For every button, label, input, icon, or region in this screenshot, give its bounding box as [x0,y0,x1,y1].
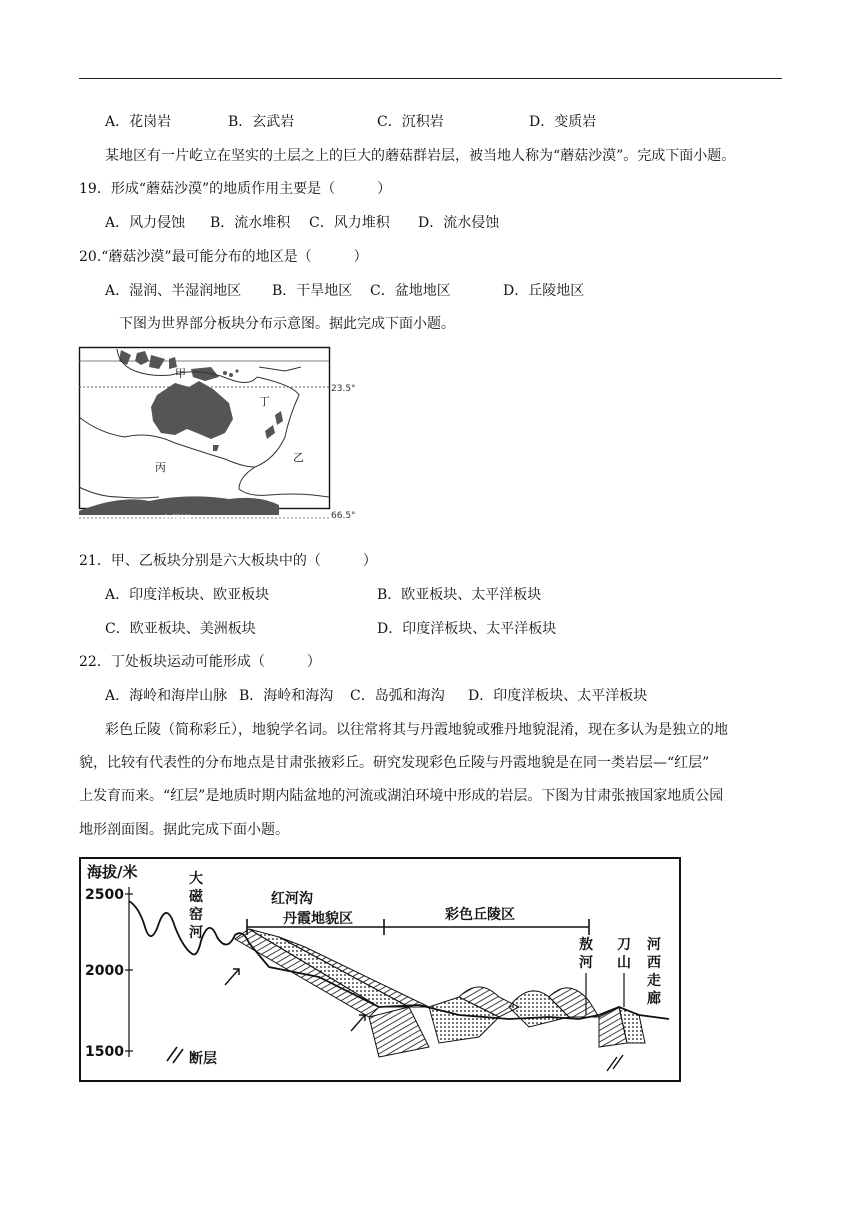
y-tick-2500: 2500 [85,887,124,903]
label-yi: 乙 [293,451,304,464]
mushroom-intro: 某地区有一片屹立在坚实的土层之上的巨大的蘑菇群岩层，被当地人称为“蘑菇沙漠”。完成下面小题。 [105,148,736,164]
q19-option-c[interactable]: C．风力堆积 [309,215,390,231]
danxia-para-line-2: 貌，比较有代表性的分布地点是甘肃张掖彩丘。研究发现彩色丘陵与丹霞地貌是在同一类岩层—“红层” [79,755,710,771]
svg-text:窑: 窑 [189,907,203,923]
q20-option-b[interactable]: B．干旱地区 [272,283,353,299]
svg-text:山: 山 [617,955,631,971]
label-polar: 66.5° [331,511,356,521]
svg-text:廊: 廊 [647,991,661,1007]
q22-option-b[interactable]: B．海岭和海沟 [239,688,334,704]
danxia-para-line-3: 上发育而来。“红层”是地质时期内陆盆地的河流或湖泊环境中形成的岩层。下图为甘肃张掖国家地质公园 [79,788,724,804]
q18-option-a[interactable]: A．花岗岩 [105,114,172,130]
question-22: 22．丁处板块运动可能形成（ ） [79,654,321,670]
label-antarctica: 南极洲 [161,515,191,526]
q22-option-d[interactable]: D．印度洋板块、太平洋板块 [468,688,648,704]
island-dot [223,371,227,375]
q20-option-c[interactable]: C．盆地地区 [370,283,451,299]
svg-text:河: 河 [579,955,593,971]
svg-text:河: 河 [189,925,203,941]
danxia-para-line-4: 地形剖面图。据此完成下面小题。 [79,822,289,838]
q22-option-a[interactable]: A．海岭和海岸山脉 [105,688,228,704]
q18-option-d[interactable]: D．变质岩 [529,114,597,130]
q19-option-b[interactable]: B．流水堆积 [210,215,291,231]
y-tick-1500: 1500 [85,1044,124,1060]
svg-text:刀: 刀 [617,937,631,953]
q18-option-b[interactable]: B．玄武岩 [228,114,295,130]
y-axis-label: 海拔/米 [87,863,138,881]
question-21: 21．甲、乙板块分别是六大板块中的（ ） [79,553,377,569]
q20-option-a[interactable]: A．湿润、半湿润地区 [105,283,242,299]
island-dot [229,373,233,377]
label-honghegou: 红河沟 [271,891,313,907]
svg-text:磁: 磁 [189,889,203,905]
danxia-para-line-1: 彩色丘陵（简称彩丘），地貌学名词。以往常将其与丹霞地貌或雅丹地貌混淆，现在多认为是独立的地 [105,722,728,738]
svg-text:大: 大 [189,871,203,887]
q19-option-a[interactable]: A．风力侵蚀 [105,215,186,231]
label-caise-zone: 彩色丘陵区 [445,907,515,923]
y-tick-2000: 2000 [85,963,124,979]
q21-option-a[interactable]: A．印度洋板块、欧亚板块 [105,587,270,603]
q21-option-b[interactable]: B．欧亚板块、太平洋板块 [377,587,542,603]
svg-text:走: 走 [647,973,661,989]
question-19: 19．形成“蘑菇沙漠”的地质作用主要是（ ） [79,181,392,197]
plate-map [79,347,357,526]
fault-legend-label: 断层 [189,1051,217,1067]
label-danxia-zone: 丹霞地貌区 [283,911,353,927]
label-jia: 甲 [175,367,186,380]
terrain-profile [79,857,681,1082]
island-dot [235,369,238,372]
svg-text:河: 河 [647,937,661,953]
q21-option-d[interactable]: D．印度洋板块、太平洋板块 [377,621,557,637]
q20-option-d[interactable]: D．丘陵地区 [503,283,585,299]
label-ding: 丁 [259,395,270,408]
question-20: 20.“蘑菇沙漠”最可能分布的地区是（ ） [79,249,368,265]
svg-text:西: 西 [647,955,661,971]
label-tropic: 23.5° [331,384,356,394]
header-rule [79,78,782,79]
q22-option-c[interactable]: C．岛弧和海沟 [350,688,445,704]
plates-intro: 下图为世界部分板块分布示意图。据此完成下面小题。 [119,316,455,332]
label-bing: 丙 [155,461,166,474]
q19-option-d[interactable]: D．流水侵蚀 [418,215,500,231]
svg-text:敖: 敖 [579,937,593,953]
q18-option-c[interactable]: C．沉积岩 [377,114,444,130]
q21-option-c[interactable]: C．欧亚板块、美洲板块 [105,621,256,637]
